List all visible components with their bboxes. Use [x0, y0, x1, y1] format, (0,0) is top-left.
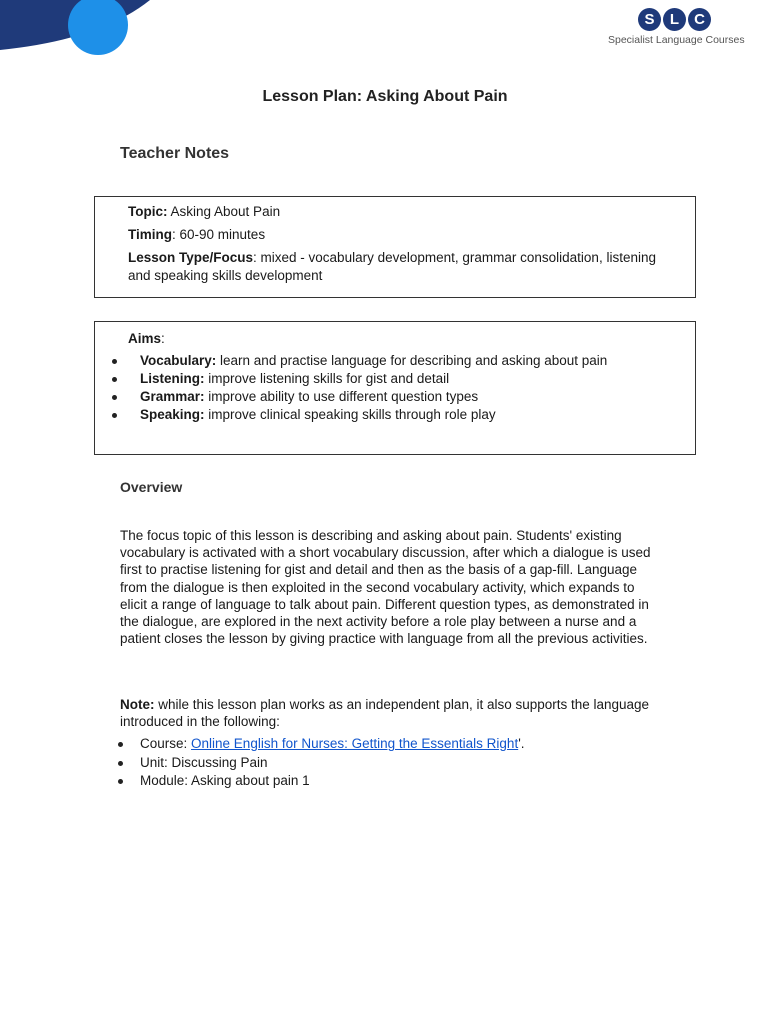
- aims-list: [108, 352, 695, 424]
- note-text: while this lesson plan works as an independent plan, it also supports the language introduced in the following:: [120, 697, 650, 730]
- aims-colon: :: [161, 331, 165, 346]
- logo-letters: [638, 8, 748, 31]
- teacher-notes-heading: Teacher Notes: [120, 145, 230, 162]
- course-prefix: Course:: [140, 736, 192, 751]
- logo-letter-l: L: [663, 8, 686, 31]
- aims-box: [94, 321, 696, 455]
- course-link[interactable]: Online English for Nurses: Getting the Essentials Right: [191, 736, 519, 751]
- aim-label: Speaking:: [140, 407, 205, 422]
- timing-line: [128, 226, 695, 244]
- list-item: [116, 736, 525, 755]
- aim-label: Listening:: [140, 371, 205, 386]
- topic-label: Topic:: [128, 204, 168, 219]
- overview-paragraph: The focus topic of this lesson is describing and asking about pain. Students' existing vocabulary is activated with a short vocabulary discussion, after which a dialogue is used first to practise listening for gist and detail and then as the basis of a gap-fill. Language from the dialogue is then exploited in the second vocabulary activity, which expands to elicit a range of language to talk about pain. Different question types, as demonstrated in the dialogue, are explored in the next activity before a role play between a nurse and a patient closes the lesson by giving practice with language from all the previous activities.: [120, 528, 651, 647]
- aim-text: improve ability to use different question types: [204, 389, 479, 404]
- aim-text: learn and practise language for describing and asking about pain: [216, 353, 608, 368]
- lesson-type-label: Lesson Type/Focus: [128, 250, 254, 265]
- timing-label: Timing: [128, 227, 173, 242]
- list-item: [108, 406, 695, 424]
- timing-value: : 60-90 minutes: [172, 227, 266, 242]
- overview-heading: Overview: [120, 479, 183, 495]
- aim-text: improve clinical speaking skills through role play: [204, 407, 496, 422]
- corner-decoration: [0, 0, 160, 60]
- list-item: Unit: Discussing Pain: [116, 755, 525, 774]
- list-item: [108, 352, 695, 370]
- aim-label: Grammar:: [140, 389, 205, 404]
- lesson-info-box: [94, 196, 696, 298]
- page-title: Lesson Plan: Asking About Pain: [262, 88, 508, 105]
- note-paragraph: [120, 696, 660, 730]
- topic-line: [128, 203, 695, 221]
- logo-letter-s: S: [638, 8, 661, 31]
- list-item: [108, 388, 695, 406]
- note-label: Note:: [120, 697, 155, 712]
- aim-label: Vocabulary:: [140, 353, 217, 368]
- aims-heading: [128, 330, 695, 348]
- list-item: [108, 370, 695, 388]
- logo-letter-c: C: [688, 8, 711, 31]
- lesson-type-value: : mixed - vocabulary development, grammar consolidation, listening and speaking skills development: [128, 250, 656, 283]
- lesson-type-line: [128, 249, 668, 285]
- slc-logo: [608, 8, 748, 46]
- course-suffix: '.: [518, 736, 525, 751]
- list-item: Module: Asking about pain 1: [116, 773, 525, 792]
- related-content-list: [116, 736, 525, 792]
- aims-label: Aims: [128, 331, 162, 346]
- topic-value: Asking About Pain: [167, 204, 281, 219]
- logo-subtitle: Specialist Language Courses: [608, 34, 745, 46]
- aim-text: improve listening skills for gist and detail: [204, 371, 450, 386]
